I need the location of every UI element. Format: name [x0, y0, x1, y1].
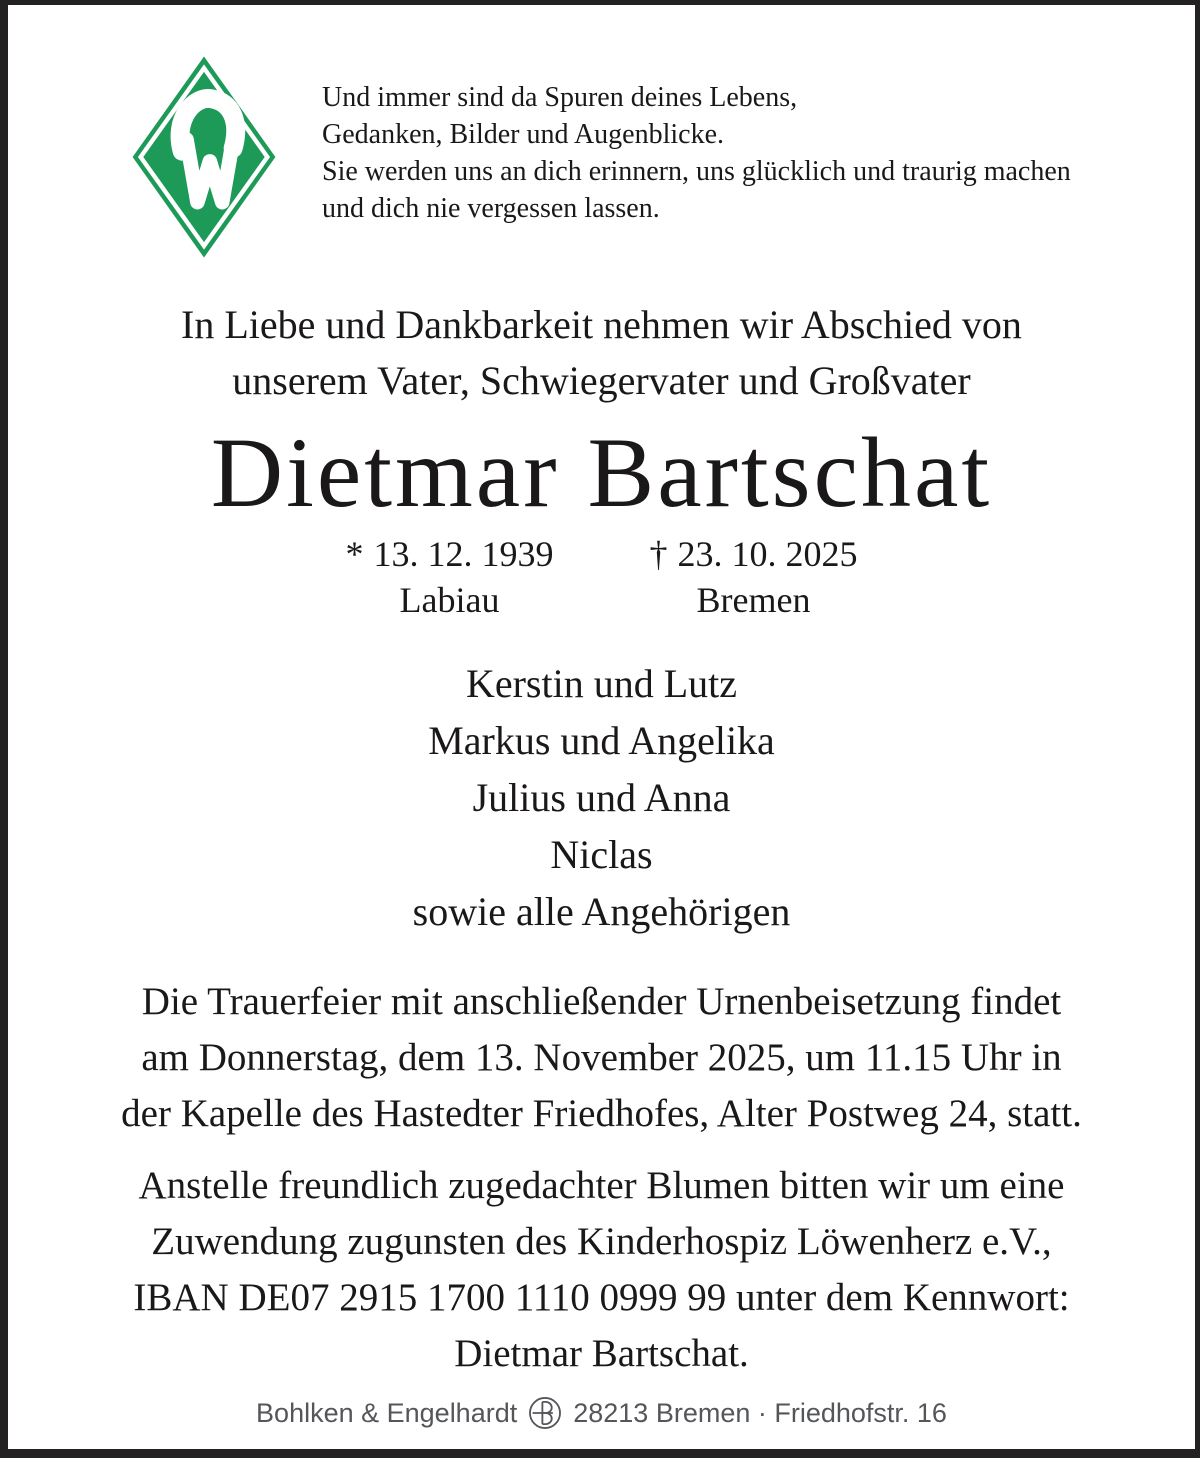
- mourner-line: Markus und Angelika: [428, 718, 775, 763]
- donation-line: Dietmar Bartschat.: [454, 1332, 749, 1375]
- poem-line: Und immer sind da Spuren deines Lebens,: [322, 82, 798, 113]
- donation-line: IBAN DE07 2915 1700 1110 0999 99 unter dem Kennwort:: [133, 1276, 1070, 1319]
- header: [8, 5, 1195, 259]
- donation-request: [8, 1158, 1195, 1382]
- poem-line: Gedanken, Bilder und Augenblicke.: [322, 119, 725, 150]
- donation-line: Anstelle freundlich zugedachter Blumen bitten wir um eine: [138, 1164, 1065, 1207]
- poem-line: Sie werden uns an dich erinnern, uns glücklich und traurig machen: [322, 156, 1071, 187]
- mourner-line: Kerstin und Lutz: [465, 661, 738, 706]
- intro-line: In Liebe und Dankbarkeit nehmen wir Abschied von: [181, 302, 1022, 347]
- funeral-home-address: 28213 Bremen · Friedhofstr. 16: [573, 1397, 947, 1428]
- bohlken-engelhardt-monogram-icon: [528, 1396, 562, 1430]
- birth-info: [346, 531, 554, 623]
- birth-date: 13. 12. 1939: [373, 534, 554, 574]
- death-info: [650, 531, 858, 623]
- died-cross-symbol: †: [649, 534, 668, 574]
- service-line: der Kapelle des Hastedter Friedhofes, Alter Postweg 24, statt.: [121, 1092, 1082, 1135]
- mourner-line: Niclas: [550, 832, 653, 877]
- service-line: am Donnerstag, dem 13. November 2025, um 11.15 Uhr in: [141, 1036, 1062, 1079]
- opening-poem: [322, 55, 1071, 227]
- birth-date-line: [346, 531, 554, 577]
- poem-line: und dich nie vergessen lassen.: [322, 193, 660, 224]
- death-date: 23. 10. 2025: [677, 534, 858, 574]
- death-place: Bremen: [696, 580, 811, 620]
- werder-bremen-crest-icon: [130, 55, 278, 259]
- born-symbol: *: [345, 534, 364, 574]
- funeral-home-name: Bohlken & Engelhardt: [256, 1397, 518, 1428]
- mourners-list: [8, 655, 1195, 940]
- life-dates: [8, 531, 1195, 623]
- birth-place: Labiau: [399, 580, 500, 620]
- funeral-home-footer: [8, 1396, 1195, 1430]
- mourner-line: sowie alle Angehörigen: [412, 889, 791, 934]
- deceased-name: Dietmar Bartschat: [210, 417, 993, 528]
- farewell-intro: [8, 297, 1195, 409]
- mourner-line: Julius und Anna: [472, 775, 731, 820]
- service-line: Die Trauerfeier mit anschließender Urnenbeisetzung findet: [141, 980, 1062, 1023]
- death-date-line: [650, 531, 858, 577]
- intro-line: unserem Vater, Schwiegervater und Großvater: [232, 358, 971, 403]
- donation-line: Zuwendung zugunsten des Kinderhospiz Löwenherz e.V.,: [151, 1220, 1052, 1263]
- service-announcement: [8, 974, 1195, 1142]
